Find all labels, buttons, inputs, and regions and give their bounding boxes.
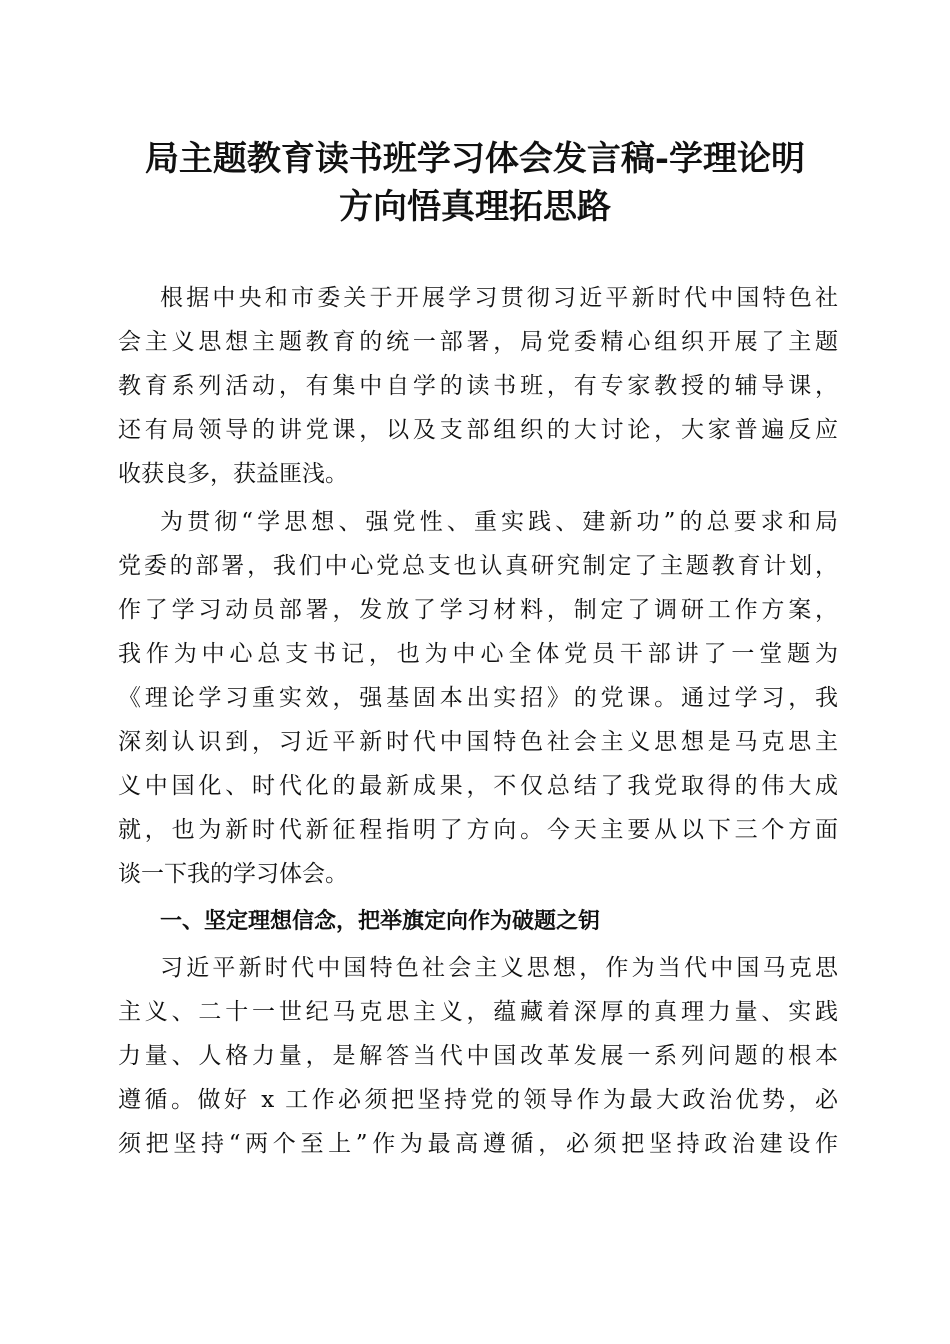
paragraph-1-line-2: 会主义思想主题教育的统一部署，局党委精心组织开展了主题	[118, 329, 838, 355]
document-title-line-2: 方向悟真理拓思路	[339, 187, 611, 227]
paragraph-2-line-8: 就，也为新时代新征程指明了方向。今天主要从以下三个方面	[118, 817, 838, 843]
paragraph-2-line-3: 作了学习动员部署，发放了学习材料，制定了调研工作方案，	[118, 597, 838, 623]
paragraph-1-line-4: 还有局领导的讲党课，以及支部组织的大讨论，大家普遍反应	[118, 417, 838, 443]
paragraph-3-line-3: 力量、人格力量，是解答当代中国改革发展一系列问题的根本	[118, 1043, 838, 1069]
paragraph-2-line-4: 我作为中心总支书记，也为中心全体党员干部讲了一堂题为	[118, 641, 838, 667]
paragraph-1-line-5: 收获良多，获益匪浅。	[118, 461, 348, 487]
section-heading-1: 一、坚定理想信念，把举旗定向作为破题之钥	[160, 909, 601, 934]
paragraph-1-line-3: 教育系列活动，有集中自学的读书班，有专家教授的辅导课，	[118, 373, 838, 399]
paragraph-2-line-2: 党委的部署，我们中心党总支也认真研究制定了主题教育计划，	[118, 553, 838, 579]
paragraph-3-line-4: 遵循。做好 x 工作必须把坚持党的领导作为最大政治优势，必	[118, 1087, 838, 1113]
paragraph-2-line-6: 深刻认识到，习近平新时代中国特色社会主义思想是马克思主	[118, 729, 838, 755]
paragraph-3-line-5: 须把坚持“两个至上”作为最高遵循，必须把坚持政治建设作	[118, 1131, 838, 1157]
paragraph-2-line-9: 谈一下我的学习体会。	[118, 861, 348, 887]
paragraph-3-line-1: 习近平新时代中国特色社会主义思想，作为当代中国马克思	[160, 955, 838, 981]
paragraph-2-line-5: 《理论学习重实效，强基固本出实招》的党课。通过学习，我	[118, 685, 838, 711]
paragraph-1-line-1: 根据中央和市委关于开展学习贯彻习近平新时代中国特色社	[160, 285, 838, 311]
paragraph-2-line-1: 为贯彻“学思想、强党性、重实践、建新功”的总要求和局	[160, 509, 838, 535]
paragraph-3-line-2: 主义、二十一世纪马克思主义，蕴藏着深厚的真理力量、实践	[118, 999, 838, 1025]
document-title-line-1: 局主题教育读书班学习体会发言稿-学理论明	[144, 139, 806, 179]
paragraph-2-line-7: 义中国化、时代化的最新成果，不仅总结了我党取得的伟大成	[118, 773, 838, 799]
